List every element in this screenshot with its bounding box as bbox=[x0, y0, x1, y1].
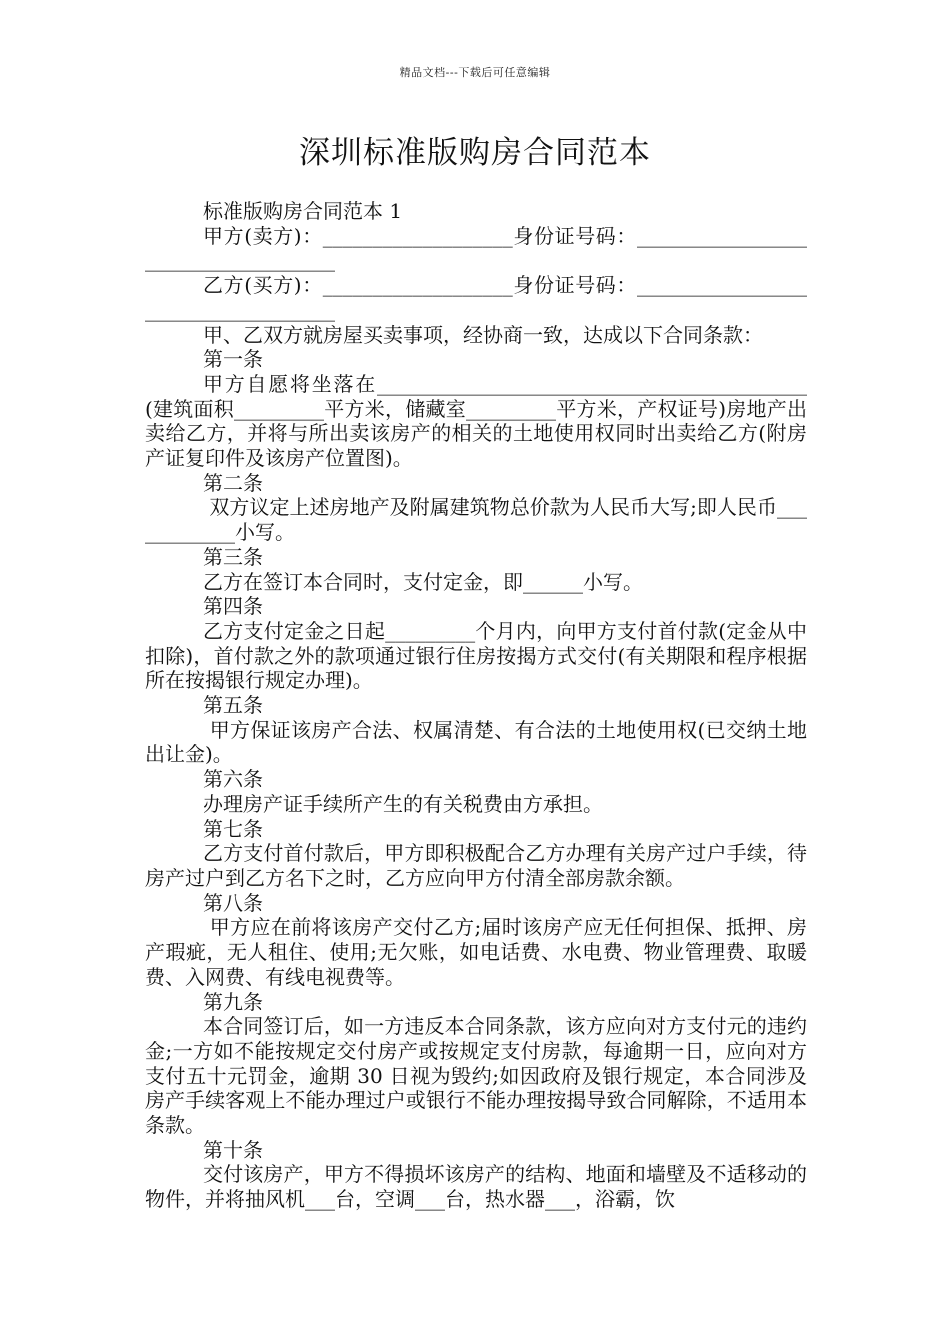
agreement-intro: 甲、乙双方就房屋买卖事项，经协商一致，达成以下合同条款： bbox=[203, 322, 763, 347]
article-heading-3: 第三条 bbox=[203, 544, 263, 569]
article-body-8: 甲方应在前将该房产交付乙方;届时该房产应无任何担保、抵押、房产瑕疵，无人租住、使用;无欠账，如电话费、水电费、物业管理费、取暖费、入网费、有线电视费等。 bbox=[145, 915, 807, 989]
article-body-7: 乙方支付首付款后，甲方即积极配合乙方办理有关房产过户手续，待房产过户到乙方名下之时，乙方应向甲方付清全部房款余额。 bbox=[145, 841, 807, 890]
article-heading-7: 第七条 bbox=[203, 816, 263, 841]
article-body-2: 双方议定上述房地产及附属建筑物总价款为人民币大写;即人民币____________小写。 bbox=[145, 495, 807, 545]
article-heading-8: 第八条 bbox=[203, 890, 263, 915]
document-title: 深圳标准版购房合同范本 bbox=[299, 135, 651, 171]
article-heading-1: 第一条 bbox=[203, 347, 263, 372]
buyer-info-line: 乙方(买方)：___________________身份证号码：____________________________________ bbox=[145, 273, 807, 322]
article-heading-10: 第十条 bbox=[203, 1137, 263, 1162]
contract-body bbox=[145, 199, 807, 1212]
article-body-4: 乙方支付定金之日起_________个月内，向甲方支付首付款(定金从中扣除)，首付款之外的款项通过银行住房按揭方式交付(有关期限和程序根据所在按揭银行规定办理)。 bbox=[145, 618, 807, 693]
seller-info-line: 甲方(卖方)：___________________身份证号码：____________________________________ bbox=[145, 223, 807, 273]
article-body-6: 办理房产证手续所产生的有关税费由方承担。 bbox=[203, 791, 603, 816]
article-body-5: 甲方保证该房产合法、权属清楚、有合法的土地使用权(已交纳土地出让金)。 bbox=[145, 717, 807, 767]
article-heading-6: 第六条 bbox=[203, 767, 263, 792]
article-heading-2: 第二条 bbox=[203, 470, 263, 495]
article-body-1: 甲方自愿将坐落在___________________________________________(建筑面积_________平方米，储藏室_________平方米，产权证号)房地产出卖给乙方，并将与所出卖该房产的相关的土地使用权同时出卖给乙方(附房产证复印件及该房产位置图)。 bbox=[145, 371, 807, 471]
article-body-3: 乙方在签订本合同时，支付定金，即______小写。 bbox=[203, 569, 643, 594]
article-heading-4: 第四条 bbox=[203, 594, 263, 619]
article-heading-5: 第五条 bbox=[203, 693, 263, 718]
article-body-9: 本合同签订后，如一方违反本合同条款，该方应向对方支付元的违约金;一方如不能按规定交付房产或按规定支付房款，每逾期一日，应向对方支付五十元罚金，逾期 30 日视为毁约;如因政府及银行规定，本合同涉及房产手续客观上不能办理过户或银行不能办理按揭导致合同解除，不适用本条款。 bbox=[145, 1014, 807, 1138]
article-body-10: 交付该房产，甲方不得损坏该房产的结构、地面和墙壁及不适移动的物件，并将抽风机___台，空调___台，热水器___，浴霸，饮 bbox=[145, 1162, 807, 1212]
contract-subtitle: 标准版购房合同范本 1 bbox=[203, 199, 403, 223]
article-heading-9: 第九条 bbox=[203, 989, 263, 1014]
header-note: 精品文档---下载后可任意编辑 bbox=[399, 66, 551, 79]
